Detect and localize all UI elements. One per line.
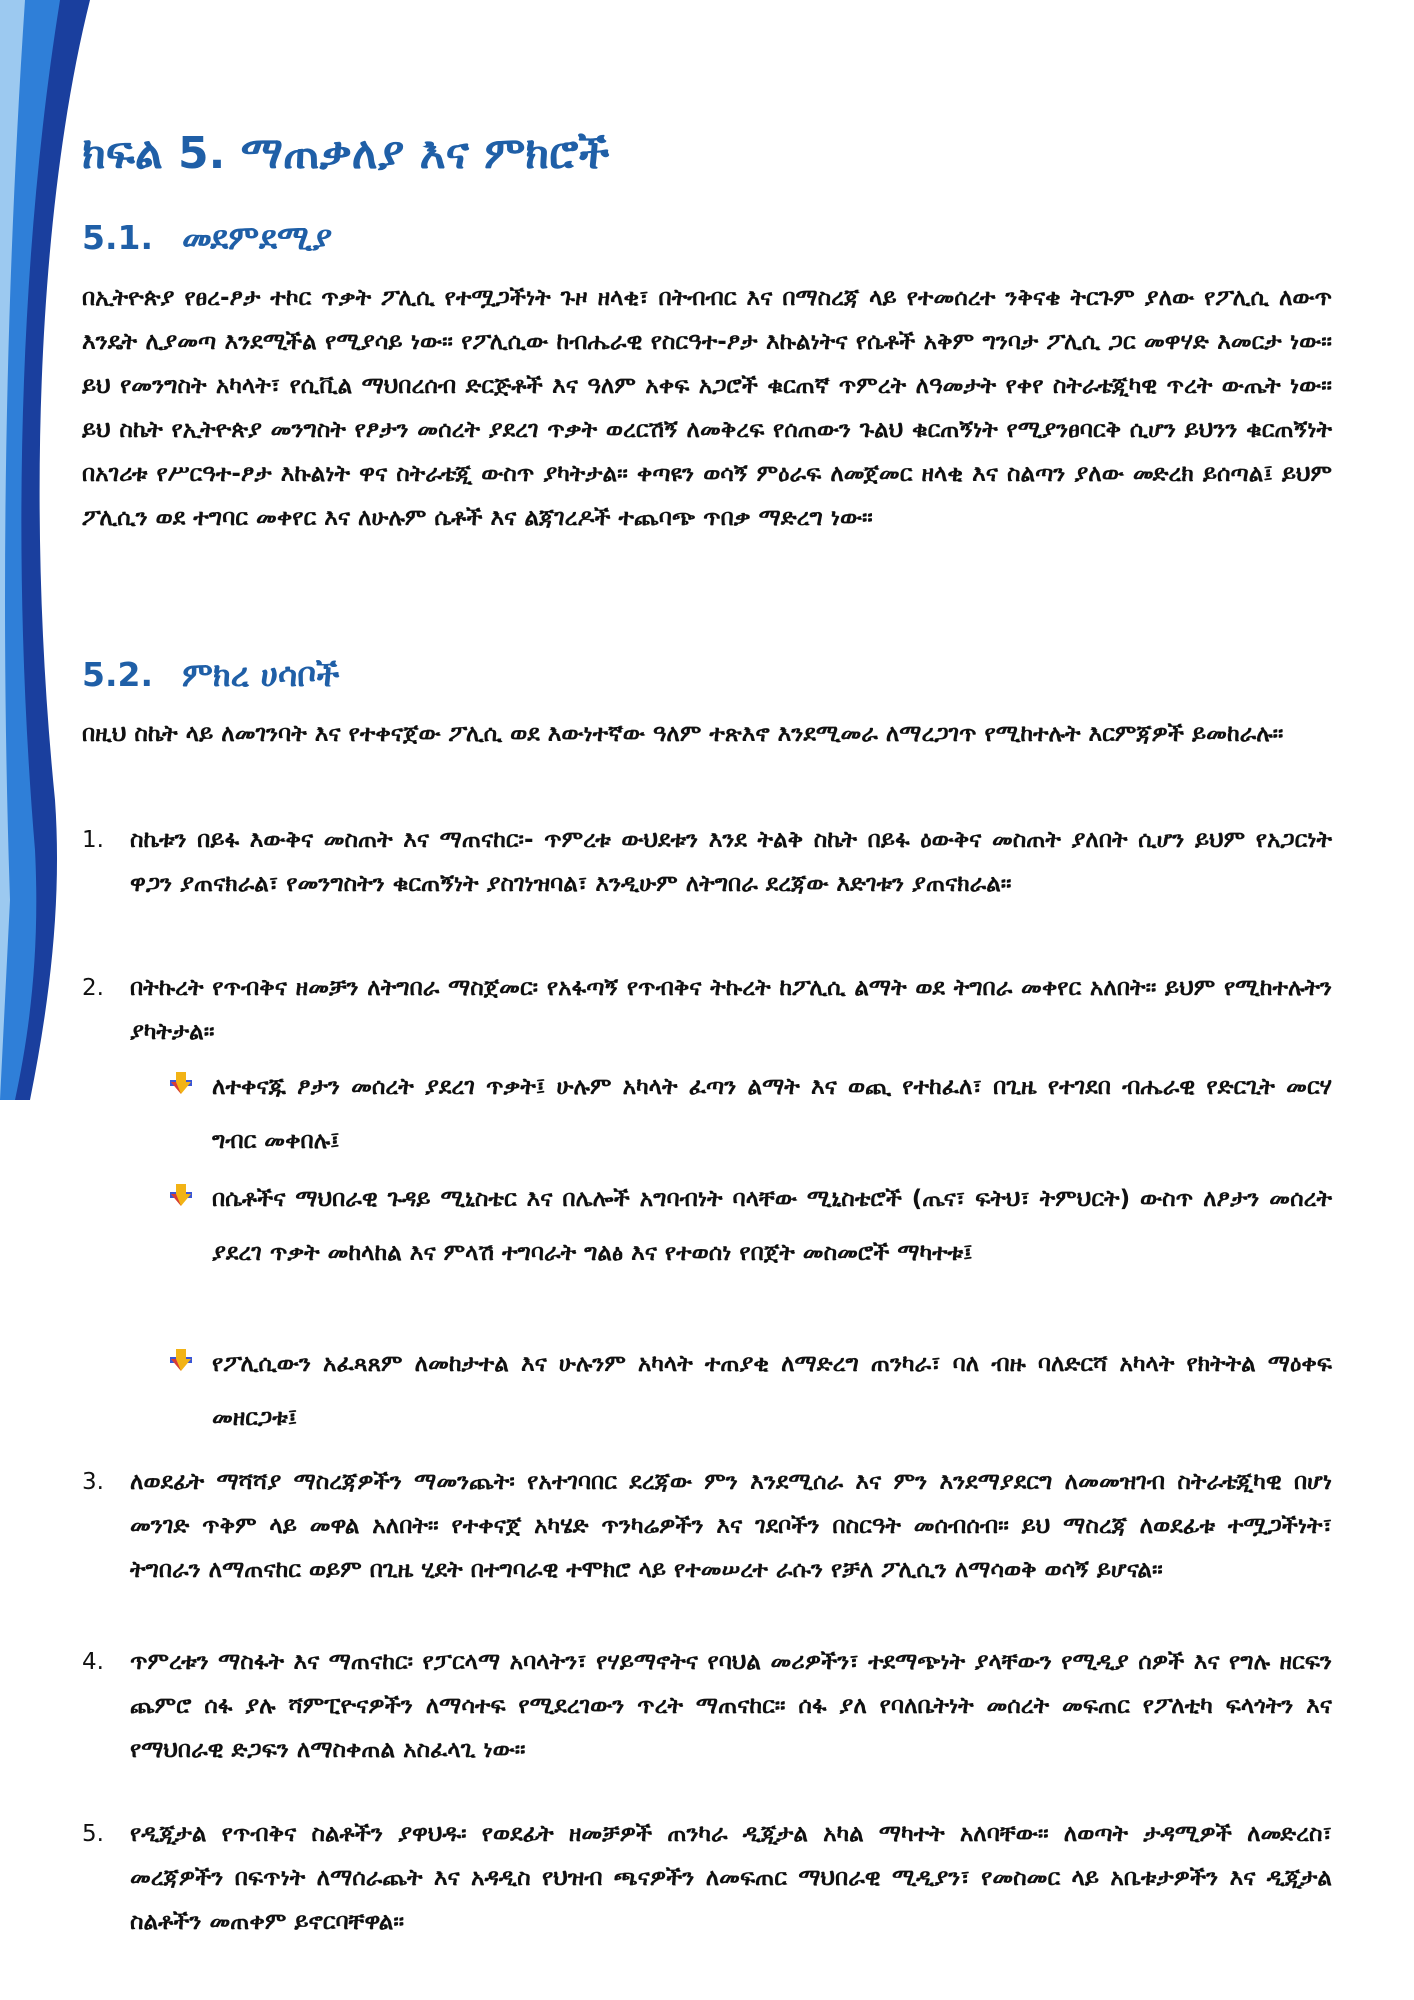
- section-title: መደምደሚያ: [182, 218, 333, 257]
- list-item: [82, 1812, 1332, 1944]
- arrow-down-bullet-icon: [170, 1072, 192, 1094]
- list-item: [82, 818, 1332, 906]
- recommendations-intro: በዚህ ስኬት ላይ ለመገንባት እና የተቀናጀው ፖሊሲ ወደ እውነተኛው ዓለም ተጽእኖ እንደሚመራ ለማረጋገጥ የሚከተሉት እርምጃዎች ይመከራሉ።: [82, 721, 1284, 747]
- section-title: ምክረ ሀሳቦች: [182, 655, 340, 694]
- list-item-text: ጥምረቱን ማስፋት እና ማጠናከር፡ የፓርላማ አባላትን፣ የሃይማኖትና የባህል መሪዎችን፣ ተደማጭነት ያላቸውን የሚዲያ ሰዎች እና የግሉ ዘርፍን ጨምሮ ሰፋ ያሉ ሻምፒዮናዎችን ለማሳተፍ የሚደረገውን ጥረት ማጠናከር። ሰፋ ያለ የባለቤትነት መሰረት መፍጠር የፖለቲካ ፍላጎትን እና የማህበራዊ ድጋፍን ለማስቀጠል አስፈላጊ ነው።: [130, 1649, 1332, 1763]
- list-number: 5.: [82, 1821, 104, 1847]
- arrow-down-bullet-icon: [170, 1349, 192, 1371]
- bullet-text: የፖሊሲውን አፈጻጸም ለመከታተል እና ሁሉንም አካላት ተጠያቂ ለማድረግ ጠንካራ፣ ባለ ብዙ ባለድርሻ አካላት የክትትል ማዕቀፍ መዘርጋቱ፤: [212, 1351, 1332, 1431]
- arrow-down-bullet-icon: [170, 1184, 192, 1206]
- list-item: [82, 1460, 1332, 1592]
- section-heading-conclusion: [82, 218, 332, 258]
- list-item-text: ለወደፊት ማሻሻያ ማስረጃዎችን ማመንጨት፡ የአተገባበር ደረጃው ምን እንደሚሰራ እና ምን እንደማያደርግ ለመመዝገብ ስትራቴጂካዊ በሆነ መንገድ ጥቅም ላይ መዋል አለበት። የተቀናጀ አካሄድ ጥንካሬዎችን እና ገደቦችን በስርዓት መሰብሰብ። ይህ ማስረጃ ለወደፊቱ ተሟጋችነት፣ ትግበራን ለማጠናከር ወይም በጊዜ ሂደት በተግባራዊ ተሞክሮ ላይ የተመሠረተ ራሱን የቻለ ፖሊሲን ለማሳወቅ ወሳኝ ይሆናል።: [130, 1469, 1332, 1583]
- list-number: 3.: [82, 1469, 104, 1495]
- bullet-item: [170, 1060, 1332, 1168]
- conclusion-paragraph: በኢትዮጵያ የፀረ-ፆታ ተኮር ጥቃት ፖሊሲ የተሟጋችነት ጉዞ ዘላቂ፣ በትብብር እና በማስረጃ ላይ የተመሰረተ ንቅናቄ ትርጉም ያለው የፖሊሲ ለውጥ እንዴት ሊያመጣ እንደሚችል የሚያሳይ ነው። የፖሊሲው ከብሔራዊ የስርዓተ-ፆታ እኩልነትና የሴቶች አቅም ግንባታ ፖሊሲ ጋር መዋሃድ እመርታ ነው። ይህ የመንግስት አካላት፣ የሲቪል ማህበረሰብ ድርጅቶች እና ዓለም አቀፍ አጋሮች ቁርጠኛ ጥምረት ለዓመታት የቀየ ስትራቴጂካዊ ጥረት ውጤት ነው። ይህ ስኬት የኢትዮጵያ መንግስት የፆታን መሰረት ያደረገ ጥቃት ወረርሽኝ ለመቅረፍ የሰጠውን ጉልህ ቁርጠኝነት የሚያንፀባርቅ ሲሆን ይህንን ቁርጠኝነት በአገሪቱ የሥርዓተ-ፆታ እኩልነት ዋና ስትራቴጂ ውስጥ ያካትታል። ቀጣዩን ወሳኝ ምዕራፍ ለመጀመር ዘላቂ እና ስልጣን ያለው መድረክ ይሰጣል፤ ይህም ፖሊሲን ወደ ተግባር መቀየር እና ለሁሉም ሴቶች እና ልጃገረዶች ተጨባጭ ጥበቃ ማድረግ ነው።: [82, 285, 1332, 531]
- bullet-item: [170, 1337, 1332, 1445]
- section-number: 5.2.: [82, 655, 153, 694]
- decorative-edge-graphic: [0, 0, 90, 1100]
- list-number: 1.: [82, 827, 104, 853]
- list-item-text: ስኬቱን በይፋ እውቅና መስጠት እና ማጠናከር፡- ጥምረቱ ውህደቱን እንደ ትልቅ ስኬት በይፋ ዕውቅና መስጠት ያለበት ሲሆን ይህም የአጋርነት ዋጋን ያጠናክራል፣ የመንግስትን ቁርጠኝነት ያስገነዝባል፣ እንዲሁም ለትግበራ ደረጃው እድገቱን ያጠናክራል።: [130, 827, 1332, 897]
- bullet-item: [170, 1172, 1332, 1280]
- list-item: [82, 1640, 1332, 1772]
- list-number: 4.: [82, 1649, 104, 1675]
- list-number: 2.: [82, 975, 104, 1001]
- bullet-text: ለተቀናጁ ፆታን መሰረት ያደረገ ጥቃት፤ ሁሉም አካላት ፈጣን ልማት እና ወጪ የተከፈለ፣ በጊዜ የተገደበ ብሔራዊ የድርጊት መርሃ ግብር መቀበሉ፤: [212, 1074, 1332, 1154]
- page-title: ክፍል 5. ማጠቃለያ እና ምክሮች: [82, 128, 610, 179]
- list-item-text: በትኩረት የጥብቅና ዘመቻን ለትግበራ ማስጀመር፡ የአፋጣኝ የጥብቅና ትኩረት ከፖሊሲ ልማት ወደ ትግበራ መቀየር አለበት። ይህም የሚከተሉትን ያካትታል።: [130, 975, 1332, 1045]
- list-item: [82, 966, 1332, 1054]
- section-number: 5.1.: [82, 218, 153, 257]
- list-item-text: የዲጂታል የጥብቅና ስልቶችን ያዋህዱ፡ የወደፊት ዘመቻዎች ጠንካራ ዲጂታል አካል ማካተት አለባቸው። ለወጣት ታዳሚዎች ለመድረስ፣ መረጃዎችን በፍጥነት ለማሰራጨት እና አዳዲስ የህዝብ ጫናዎችን ለመፍጠር ማህበራዊ ሚዲያን፣ የመስመር ላይ አቤቱታዎችን እና ዲጂታል ስልቶችን መጠቀም ይኖርባቸዋል።: [130, 1821, 1332, 1935]
- bullet-text: በሴቶችና ማህበራዊ ጉዳይ ሚኒስቴር እና በሌሎች አግባብነት ባላቸው ሚኒስቴሮች (ጤና፣ ፍትህ፣ ትምህርት) ውስጥ ለፆታን መሰረት ያደረገ ጥቃት መከላከል እና ምላሽ ተግባራት ግልፅ እና የተወሰነ የበጀት መስመሮች ማካተቱ፤: [212, 1186, 1332, 1266]
- section-heading-recommendations: [82, 655, 340, 695]
